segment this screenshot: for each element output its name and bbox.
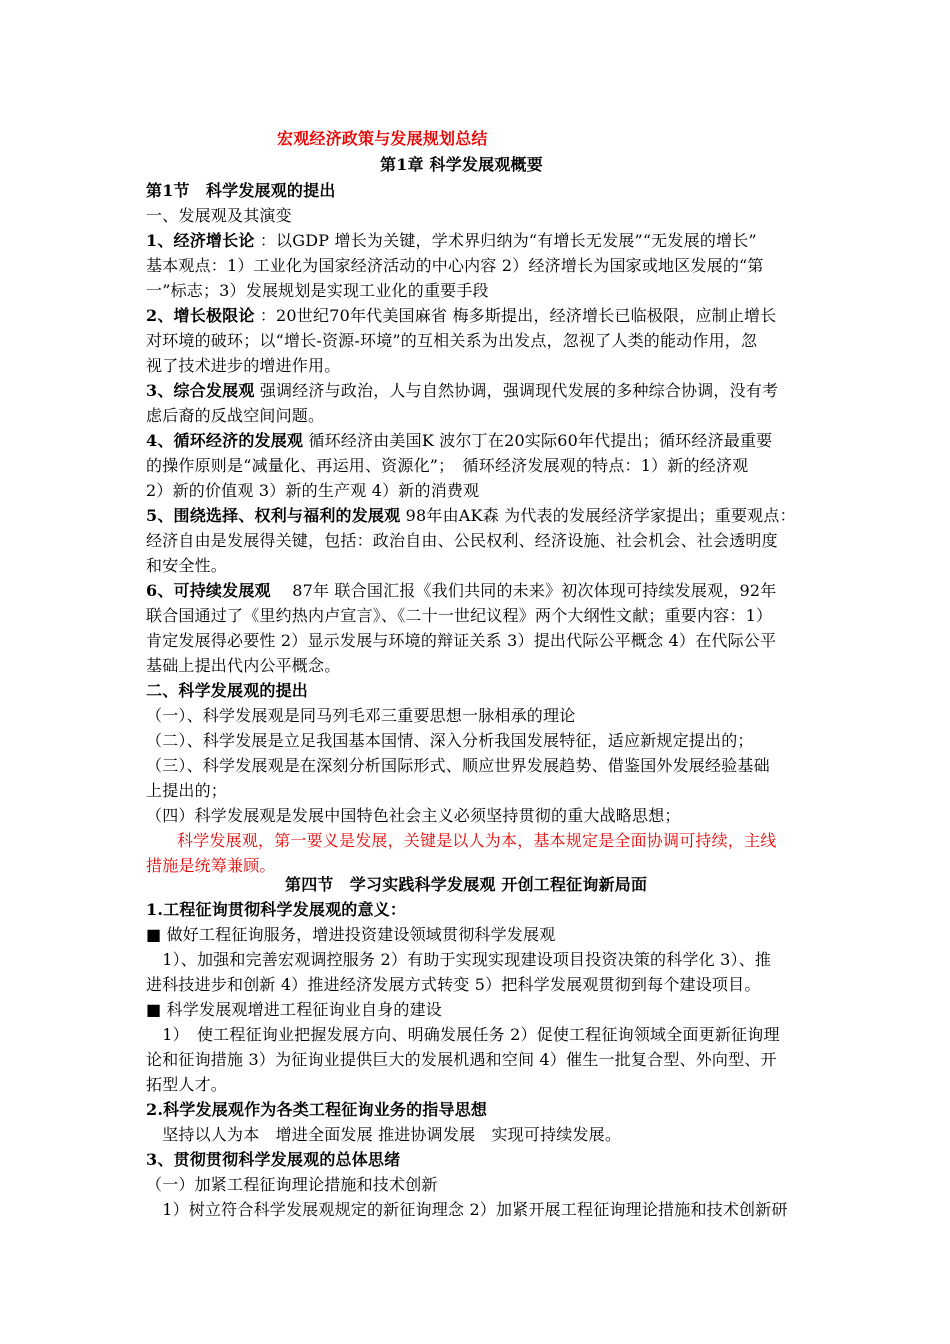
para-6-line-1 <box>146 578 776 604</box>
highlight-line-1: 科学发展观，第一要义是发展，关键是以人为本，基本规定是全面协调可持续，主线 <box>177 831 777 850</box>
heading-3: 3、贯彻贯彻科学发展观的总体思绪 <box>146 1150 401 1169</box>
s2-line-5: （四）科学发展观是发展中国特色社会主义必须坚持贯彻的重大战略思想； <box>146 806 681 825</box>
para-6-line-4: 基础上提出代内公平概念。 <box>146 656 341 675</box>
para-5-text: 98年由AK森 为代表的发展经济学家提出；重要观点： <box>400 506 796 525</box>
heading-1: 1.工程征询贯彻科学发展观的意义： <box>146 900 407 919</box>
para-6-text: 87年 联合国汇报《我们共同的未来》初次体现可持续发展观，92年 <box>270 581 777 600</box>
para-3-line-2: 虑后裔的反战空间问题。 <box>146 406 325 425</box>
para-2-line-1 <box>146 303 776 329</box>
bullet-1: ■ 做好工程征询服务，增进投资建设领域贯彻科学发展观 <box>146 925 556 944</box>
para-3-text: 强调经济与政治，人与自然协调，强调现代发展的多种综合协调，没有考 <box>254 381 779 400</box>
para-2-line-3: 视了技术进步的增进作用。 <box>146 356 341 375</box>
para-2-line-2: 对环境的破环；以“增长-资源-环境”的互相关系为出发点，忽视了人类的能动作用，忽 <box>146 331 758 350</box>
para-6-line-2: 联合国通过了《里约热内卢宣言》、《二十一世纪议程》两个大纲性文献；重要内容：1） <box>146 606 773 625</box>
s2-line-3: （三）、科学发展观是在深刻分析国际形式、顺应世界发展趋势、借鉴国外发展经验基础 <box>146 756 770 775</box>
bullet-2-line-2: 论和征询措施 3）为征询业提供巨大的发展机遇和空间 4）催生一批复合型、外向型、开 <box>146 1050 777 1069</box>
para-6-head: 6、可持续发展观 <box>146 581 271 600</box>
document-title: 宏观经济政策与发展规划总结 <box>277 129 488 148</box>
bullet-2-line-3: 拓型人才。 <box>146 1075 228 1094</box>
para-5-line-2: 经济自由是发展得关键，包括：政治自由、公民权利、经济设施、社会机会、社会透明度 <box>146 531 778 550</box>
bullet-1-line-2: 进科技进步和创新 4）推进经济发展方式转变 5）把科学发展观贯彻到每个建设项目。 <box>146 975 761 994</box>
para-4-line-2: 的操作原则是“减量化、再运用、资源化”； 循环经济发展观的特点：1）新的经济观 <box>146 456 749 475</box>
para-4-text: 循环经济由美国K 波尔丁在20实际60年代提出；循环经济最重要 <box>303 431 773 450</box>
bullet-2: ■ 科学发展观增进工程征询业自身的建设 <box>146 1000 443 1019</box>
para-3-head: 3、综合发展观 <box>146 381 255 400</box>
highlight-line-2: 措施是统筹兼顾。 <box>146 856 276 875</box>
section-1-heading: 第1节 科学发展观的提出 <box>146 181 336 200</box>
para-1-line-3: 一”标志；3）发展规划是实现工业化的重要手段 <box>146 281 489 300</box>
para-6-line-3: 肯定发展得必要性 2）显示发展与环境的辩证关系 3）提出代际公平概念 4）在代际公平 <box>146 631 777 650</box>
s2-line-1: （一）、科学发展观是同马列毛邓三重要思想一脉相承的理论 <box>146 706 576 725</box>
subsection-1-heading: 一、发展观及其演变 <box>146 206 292 225</box>
bullet-2-line-1: 1） 使工程征询业把握发展方向、明确发展任务 2）促使工程征询领域全面更新征询理 <box>146 1025 780 1044</box>
para-2-head: 2、增长极限论 <box>146 306 255 325</box>
s2-line-4: 上提出的； <box>146 781 228 800</box>
s2-line-2: （二）、科学发展是立足我国基本国情、深入分析我国发展特征，适应新规定提出的； <box>146 731 754 750</box>
subsection-2-heading: 二、科学发展观的提出 <box>146 681 309 700</box>
para-5-head: 5、围绕选择、权利与福利的发展观 <box>146 506 401 525</box>
para-2-text: ：20世纪70年代美国麻省 梅多斯提出，经济增长已临极限，应制止增长 <box>254 306 777 325</box>
heading-3-line-1: （一）加紧工程征询理论措施和技术创新 <box>146 1175 438 1194</box>
section-4-heading: 第四节 学习实践科学发展观 开创工程征询新局面 <box>285 875 648 894</box>
para-1-line-2: 基本观点：1）工业化为国家经济活动的中心内容 2）经济增长为国家或地区发展的“第 <box>146 256 764 275</box>
para-1-head: 1、经济增长论 <box>146 231 255 250</box>
heading-2: 2.科学发展观作为各类工程征询业务的指导思想 <box>146 1100 488 1119</box>
para-3-line-1 <box>146 378 778 404</box>
para-1-line-1 <box>146 228 757 254</box>
para-4-line-3: 2）新的价值观 3）新的生产观 4）新的消费观 <box>146 481 480 500</box>
bullet-1-line-1: 1）、加强和完善宏观调控服务 2）有助于实现实现建设项目投资决策的科学化 3）、推 <box>146 950 772 969</box>
para-4-head: 4、循环经济的发展观 <box>146 431 304 450</box>
para-5-line-3: 和安全性。 <box>146 556 228 575</box>
heading-2-line-1: 坚持以人为本 增进全面发展 推进协调发展 实现可持续发展。 <box>146 1125 622 1144</box>
para-4-line-1 <box>146 428 772 454</box>
heading-3-line-2: 1）树立符合科学发展观规定的新征询理念 2）加紧开展工程征询理论措施和技术创新研 <box>146 1200 788 1219</box>
para-1-text: ：以GDP 增长为关键，学术界归纳为“有增长无发展”“无发展的增长” <box>254 231 757 250</box>
chapter-heading: 第1章 科学发展观概要 <box>380 155 543 174</box>
para-5-line-1 <box>146 503 796 529</box>
